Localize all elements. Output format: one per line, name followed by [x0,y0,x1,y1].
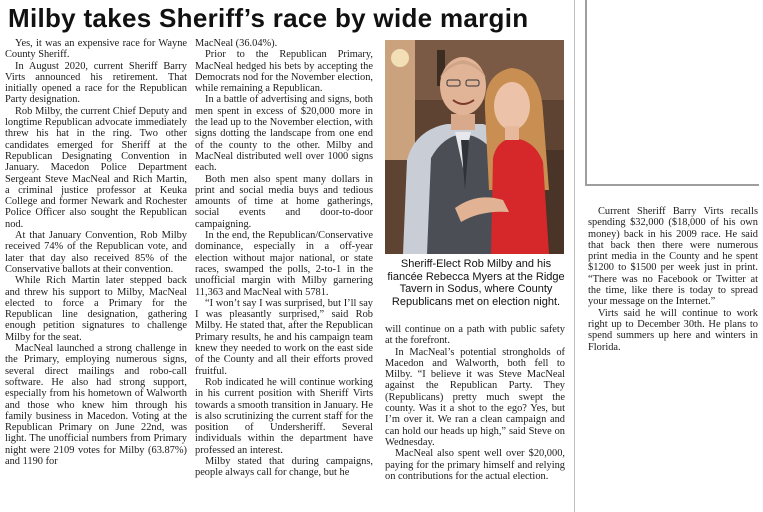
photo-milby-myers [385,40,564,254]
paragraph: In August 2020, current Sheriff Barry Virts announced his retirement. That initially opened a race for the Republican Party designation. [5,60,187,106]
adjacent-article-box [585,0,759,186]
article-column-3 [385,324,565,482]
article-column-4 [588,206,758,353]
paragraph: Yes, it was an expensive race for Wayne County Sheriff. [5,38,187,61]
paragraph: MacNeal (36.04%). [195,38,278,49]
paragraph: Rob indicated he will continue working in his current position with Sheriff Virts towards a smooth transition in January. He is also scrutinizing the current staff for the position of Undersheriff. Several individuals within the department have professed an interest. [195,376,373,456]
paragraph: Rob Milby, the current Chief Deputy and longtime Republican advocate immediately threw his hat in the ring. Two other candidates emerged for Sheriff at the Republican Designating Convention in January. Macedon Police Department Sergeant Steve MacNeal and Rich Martin, a criminal justice professor at Keuka College and former Newark and Rochester Police Officer also sought the Republican nod. [5,105,187,230]
paragraph: At that January Convention, Rob Milby received 74% of the Republican vote, and later that day also received 85% of the Conservative ballots at their convention. [5,230,187,275]
column-divider [574,0,575,512]
paragraph: Current Sheriff Barry Virts recalls spending $32,000 ($18,000 of his own money) back in his 2009 race. He said that back then there were numerous print media in the County and he spent $1200 to $1500 per week just in print. “There was no Facebook or Twitter at the time, like there is today to spread your message on the Internet.” [588,206,758,308]
photo-caption: Sheriff-Elect Rob Milby and his fiancée Rebecca Myers at the Ridge Tavern in Sodus, where County Republicans met on election night. [387,258,565,308]
paragraph: While Rich Martin later stepped back and threw his support to Milby, MacNeal elected to force a Primary for the Republican line designation, gathering enough petition signatures to challenge Milby for the seat. [5,275,187,343]
paragraph: In a battle of advertising and signs, both men spent in excess of $20,000 more in the lead up to the November election, with signs dotting the landscape from one end of the county to the other. Milby and MacNeal distributed well over 1000 signs each. [195,94,373,174]
photo-illustration [385,40,564,254]
paragraph: MacNeal launched a strong challenge in the Primary, employing numerous signs, several direct mailings and robo-call software. He also had strong support, especially from his hometown of Walworth and those who knew him through his family business in Macedon. Voting at the Republican Primary on June 22nd, was light. The unofficial numbers from Primary night were 2109 votes for Milby (63.87%) and 1190 for [5,343,187,467]
article-column-2 [195,38,373,479]
article-headline: Milby takes Sheriff’s race by wide margin [8,3,529,33]
paragraph: Both men also spent many dollars in print and social media buys and tedious amounts of time at home gatherings, social events and door-to-door campaigning. [195,173,373,230]
paragraph: Prior to the Republican Primary, MacNeal hedged his bets by accepting the Democrats nod for the November election, while remaining a Republican. [195,49,373,95]
paragraph: “I won’t say I was surprised, but I’ll say I was pleasantly surprised,” said Rob Milby. He stated that, after the Republican Primary results, he and his campaign team knew they needed to work on the east side of the County and all their efforts proved fruitful. [195,297,373,377]
paragraph: Milby stated that during campaigns, people always call for change, but he [195,455,373,479]
paragraph: MacNeal also spent well over $20,000, paying for the primary himself and relying on contributions for the actual election. [385,448,565,482]
article-column-1 [5,38,187,467]
paragraph: will continue on a path with public safety at the forefront. [385,324,565,347]
paragraph: In the end, the Republican/Conservative dominance, especially in a off-year election without major national, or state races, swamped the polls, 2-to-1 in the unofficial margin with Milby garnering 11,363 and MacNeal with 5781. [195,230,373,298]
paragraph: Virts said he will continue to work right up to December 30th. He plans to spend summers up here and winters in Florida. [588,307,758,353]
paragraph: In MacNeal’s potential strongholds of Macedon and Walworth, both fell to Milby. “I believe it was Steve MacNeal against the Republican Party. They (Republicans) pretty much swept the county. Was it a shot to the ego? Yes, but I’m over it. We ran a clean campaign and can hold our heads up high,” said Steve on Wednesday. [385,346,565,448]
